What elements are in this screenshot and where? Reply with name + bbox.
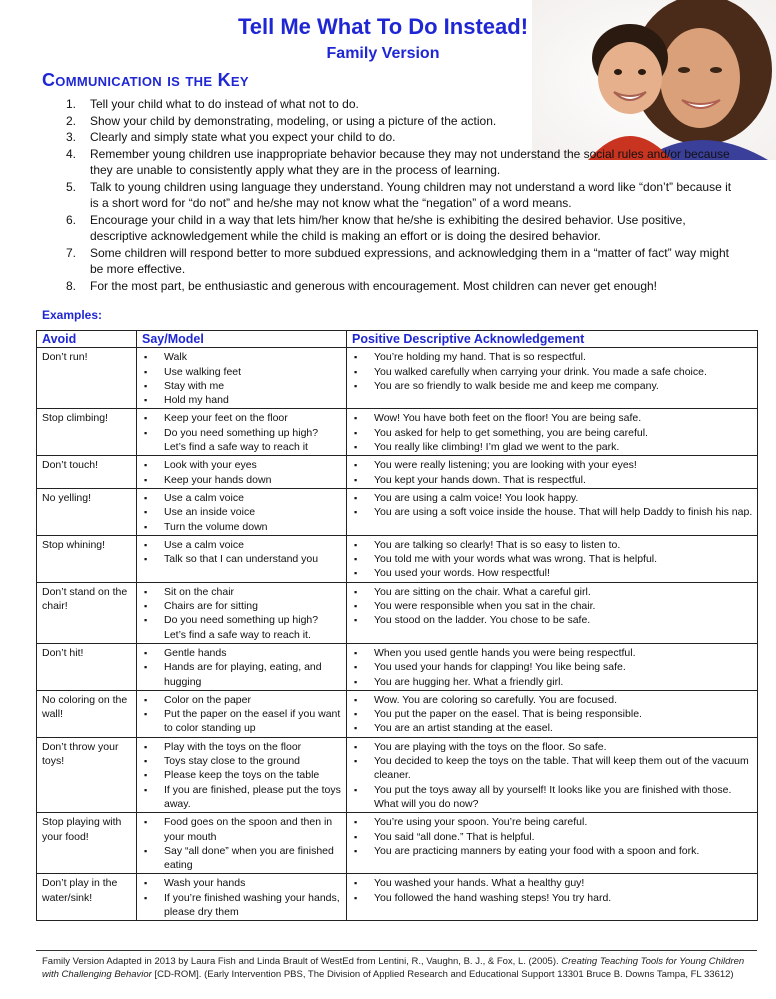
say-model-item: ▪ Use a calm voice: [142, 538, 342, 552]
acknowledgement-item: ▪ You are using a calm voice! You look happy.: [352, 491, 753, 505]
say-model-item: ▪ Do you need something up high? Let’s find a safe way to reach it: [142, 426, 342, 455]
rule-number: 6.: [66, 212, 77, 227]
rule-number: 5.: [66, 180, 77, 195]
acknowledgement-item: ▪ You stood on the ladder. You chose to be safe.: [352, 613, 753, 627]
say-model-item: ▪ Play with the toys on the floor: [142, 740, 342, 754]
acknowledgement-item: ▪ You’re using your spoon. You’re being careful.: [352, 815, 753, 829]
acknowledgement-cell: [347, 582, 758, 643]
say-model-item: ▪ Gentle hands: [142, 646, 342, 660]
acknowledgement-item: ▪ You used your words. How respectful!: [352, 566, 753, 580]
acknowledgement-list: [352, 815, 753, 858]
say-model-item: ▪ Do you need something up high? Let’s find a safe way to reach it.: [142, 613, 342, 642]
say-model-cell: [137, 348, 347, 409]
avoid-cell: Don’t throw your toys!: [37, 737, 137, 812]
footer-divider: [36, 950, 757, 951]
acknowledgement-item: ▪ You said “all done.” That is helpful.: [352, 830, 753, 844]
acknowledgement-item: ▪ You walked carefully when carrying your drink. You made a safe choice.: [352, 365, 753, 379]
footer-text-end: [CD-ROM]. (Early Intervention PBS, The Division of Applied Research and Educational Support 13301 Bruce B. Downs Tampa, FL 33612): [151, 968, 734, 980]
say-model-item: ▪ Color on the paper: [142, 693, 342, 707]
acknowledgement-cell: [347, 813, 758, 874]
rule-item: [42, 278, 742, 294]
acknowledgement-cell: [347, 535, 758, 582]
acknowledgement-list: [352, 585, 753, 628]
section-heading: Communication is the Key: [42, 70, 249, 90]
rule-number: 4.: [66, 147, 77, 162]
acknowledgement-item: ▪ You are so friendly to walk beside me and keep me company.: [352, 379, 753, 393]
acknowledgement-cell: [347, 643, 758, 690]
rule-item: [42, 179, 742, 211]
say-model-item: ▪ Wash your hands: [142, 876, 342, 890]
acknowledgement-item: ▪ When you used gentle hands you were being respectful.: [352, 646, 753, 660]
say-model-list: [142, 491, 342, 534]
table-row: [37, 409, 758, 456]
table-row: [37, 488, 758, 535]
rule-text: Remember young children use inappropriate behavior because they may not understand the social rules and/or because they are unable to consistently apply what they are in the process of learning.: [90, 147, 730, 178]
say-model-list: [142, 458, 342, 487]
say-model-list: [142, 538, 342, 567]
avoid-cell: Don’t hit!: [37, 643, 137, 690]
say-model-item: ▪ Chairs are for sitting: [142, 599, 342, 613]
say-model-list: [142, 585, 342, 642]
acknowledgement-item: ▪ You are talking so clearly! That is so easy to listen to.: [352, 538, 753, 552]
avoid-cell: Don’t touch!: [37, 456, 137, 489]
acknowledgement-list: [352, 538, 753, 581]
say-model-item: ▪ Use an inside voice: [142, 505, 342, 519]
acknowledgement-item: ▪ You put the paper on the easel. That is being responsible.: [352, 707, 753, 721]
acknowledgement-list: [352, 491, 753, 520]
table-row: [37, 456, 758, 489]
table-row: [37, 582, 758, 643]
avoid-cell: Stop whining!: [37, 535, 137, 582]
acknowledgement-item: ▪ You’re holding my hand. That is so respectful.: [352, 350, 753, 364]
table-row: [37, 874, 758, 921]
avoid-cell: No coloring on the wall!: [37, 690, 137, 737]
say-model-cell: [137, 874, 347, 921]
say-model-cell: [137, 456, 347, 489]
rule-text: For the most part, be enthusiastic and generous with encouragement. Most children can never get enough!: [90, 278, 657, 293]
say-model-item: ▪ Talk so that I can understand you: [142, 552, 342, 566]
say-model-item: ▪ If you are finished, please put the toys away.: [142, 783, 342, 812]
rule-text: Tell your child what to do instead of what not to do.: [90, 97, 359, 111]
say-model-list: [142, 350, 342, 407]
say-model-item: ▪ Keep your hands down: [142, 473, 342, 487]
acknowledgement-cell: [347, 488, 758, 535]
acknowledgement-list: [352, 740, 753, 811]
say-model-cell: [137, 813, 347, 874]
avoid-cell: Don’t run!: [37, 348, 137, 409]
acknowledgement-item: ▪ You are practicing manners by eating your food with a spoon and fork.: [352, 844, 753, 858]
avoid-cell: No yelling!: [37, 488, 137, 535]
table-row: [37, 813, 758, 874]
acknowledgement-item: ▪ You were responsible when you sat in the chair.: [352, 599, 753, 613]
acknowledgement-item: ▪ You asked for help to get something, you are being careful.: [352, 426, 753, 440]
acknowledgement-item: ▪ You really like climbing! I’m glad we went to the park.: [352, 440, 753, 454]
rules-list: [42, 96, 742, 294]
acknowledgement-item: ▪ Wow! You have both feet on the floor! You are being safe.: [352, 411, 753, 425]
footer-citation: [42, 956, 752, 981]
page-subtitle: Family Version: [326, 45, 440, 62]
header-acknowledgement: Positive Descriptive Acknowledgement: [347, 331, 758, 348]
rule-item: [42, 113, 742, 129]
acknowledgement-list: [352, 458, 753, 487]
say-model-item: ▪ Look with your eyes: [142, 458, 342, 472]
avoid-cell: Don’t stand on the chair!: [37, 582, 137, 643]
acknowledgement-item: ▪ You are sitting on the chair. What a careful girl.: [352, 585, 753, 599]
page-title: Tell Me What To Do Instead!: [237, 14, 529, 39]
rule-text: Show your child by demonstrating, modeling, or using a picture of the action.: [90, 113, 497, 128]
say-model-item: ▪ Food goes on the spoon and then in your mouth: [142, 815, 342, 844]
say-model-item: ▪ Stay with me: [142, 379, 342, 393]
say-model-item: ▪ Hands are for playing, eating, and hugging: [142, 660, 342, 689]
say-model-cell: [137, 409, 347, 456]
acknowledgement-cell: [347, 409, 758, 456]
say-model-item: ▪ Sit on the chair: [142, 585, 342, 599]
say-model-item: ▪ Turn the volume down: [142, 520, 342, 534]
header-say-model: Say/Model: [137, 331, 347, 348]
table-row: [37, 535, 758, 582]
acknowledgement-item: ▪ You put the toys away all by yourself! It looks like you are finished with those. What will you do now?: [352, 783, 753, 812]
acknowledgement-cell: [347, 456, 758, 489]
acknowledgement-item: ▪ You are using a soft voice inside the house. That will help Daddy to finish his nap.: [352, 505, 753, 519]
say-model-cell: [137, 488, 347, 535]
acknowledgement-item: ▪ You decided to keep the toys on the table. That will keep them out of the vacuum cleaner.: [352, 754, 753, 783]
acknowledgement-item: ▪ You are hugging her. What a friendly girl.: [352, 675, 753, 689]
acknowledgement-cell: [347, 690, 758, 737]
rule-text: Some children will respond better to more subdued expressions, and acknowledging them in a “matter of fact” way might be more effective.: [90, 245, 729, 277]
say-model-item: ▪ Keep your feet on the floor: [142, 411, 342, 425]
say-model-list: [142, 740, 342, 811]
say-model-item: ▪ If you’re finished washing your hands, please dry them: [142, 891, 342, 920]
say-model-cell: [137, 643, 347, 690]
acknowledgement-cell: [347, 737, 758, 812]
table-row: [37, 690, 758, 737]
acknowledgement-cell: [347, 348, 758, 409]
acknowledgement-item: ▪ You followed the hand washing steps! You try hard.: [352, 891, 753, 905]
say-model-list: [142, 876, 342, 919]
examples-label: Examples:: [42, 308, 103, 322]
say-model-item: ▪ Say “all done” when you are finished eating: [142, 844, 342, 873]
say-model-item: ▪ Walk: [142, 350, 342, 364]
rule-item: [42, 146, 742, 178]
rule-item: [42, 129, 742, 145]
acknowledgement-item: ▪ Wow. You are coloring so carefully. You are focused.: [352, 693, 753, 707]
rule-text: Clearly and simply state what you expect your child to do.: [90, 130, 396, 145]
rule-text: Talk to young children using language they understand. Young children may not understand a word like “don’t” because it is a short word for “do not” and he/she may not know what the “negation” of a word means.: [90, 180, 732, 211]
acknowledgement-item: ▪ You used your hands for clapping! You like being safe.: [352, 660, 753, 674]
acknowledgement-cell: [347, 874, 758, 921]
acknowledgement-item: ▪ You were really listening; you are looking with your eyes!: [352, 458, 753, 472]
say-model-cell: [137, 690, 347, 737]
rule-item: [42, 245, 742, 277]
say-model-list: [142, 815, 342, 872]
acknowledgement-item: ▪ You washed your hands. What a healthy guy!: [352, 876, 753, 890]
rule-number: 1.: [66, 97, 77, 111]
table-row: [37, 348, 758, 409]
rule-number: 8.: [66, 278, 77, 293]
acknowledgement-list: [352, 350, 753, 393]
acknowledgement-list: [352, 646, 753, 689]
say-model-item: ▪ Put the paper on the easel if you want to color standing up: [142, 707, 342, 736]
avoid-cell: Don’t play in the water/sink!: [37, 874, 137, 921]
avoid-cell: Stop playing with your food!: [37, 813, 137, 874]
acknowledgement-item: ▪ You are an artist standing at the easel.: [352, 721, 753, 735]
rule-item: [42, 96, 742, 112]
say-model-cell: [137, 737, 347, 812]
footer-text: Family Version Adapted in 2013 by Laura Fish and Linda Brault of WestEd from Lentini, R., Vaughn, B. J., & Fox, L. (2005).: [42, 956, 562, 967]
rule-number: 7.: [66, 245, 77, 260]
say-model-item: ▪ Hold my hand: [142, 393, 342, 407]
say-model-list: [142, 411, 342, 454]
acknowledgement-list: [352, 693, 753, 736]
say-model-item: ▪ Please keep the toys on the table: [142, 768, 342, 782]
acknowledgement-item: ▪ You kept your hands down. That is respectful.: [352, 473, 753, 487]
rule-number: 3.: [66, 130, 77, 145]
acknowledgement-item: ▪ You are playing with the toys on the floor. So safe.: [352, 740, 753, 754]
acknowledgement-list: [352, 876, 753, 905]
rule-number: 2.: [66, 113, 77, 128]
say-model-item: ▪ Toys stay close to the ground: [142, 754, 342, 768]
say-model-list: [142, 646, 342, 689]
say-model-cell: [137, 582, 347, 643]
say-model-item: ▪ Use walking feet: [142, 365, 342, 379]
table-header-row: [37, 331, 758, 348]
rule-item: [42, 212, 742, 244]
table-row: [37, 737, 758, 812]
footer-title: Creating Teaching Tools for Young Children with Challenging Behavior: [42, 956, 745, 980]
rule-text: Encourage your child in a way that lets him/her know that he/she is exhibiting the desired behavior. Use positive, descriptive acknowledgement while the child is making an effort or is doing the desired behavior.: [90, 212, 686, 244]
say-model-list: [142, 693, 342, 736]
avoid-cell: Stop climbing!: [37, 409, 137, 456]
say-model-cell: [137, 535, 347, 582]
acknowledgement-list: [352, 411, 753, 454]
acknowledgement-item: ▪ You told me with your words what was wrong. That is helpful.: [352, 552, 753, 566]
examples-table: [36, 330, 758, 921]
say-model-item: ▪ Use a calm voice: [142, 491, 342, 505]
header-avoid: Avoid: [37, 331, 137, 348]
table-row: [37, 643, 758, 690]
